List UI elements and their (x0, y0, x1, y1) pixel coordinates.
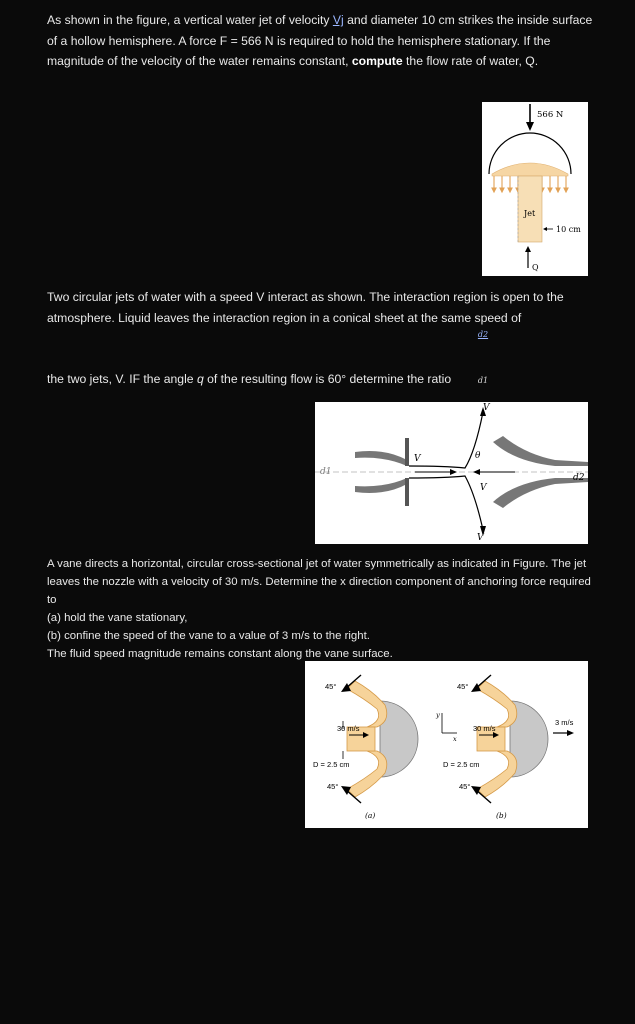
flow-arrow-head (525, 246, 531, 252)
angle-top-b: 45° (457, 682, 469, 691)
vane-flow-bottom-a (347, 751, 387, 797)
right-jet-arrow (473, 469, 480, 475)
diameter-a: D = 2.5 cm (313, 760, 350, 769)
problem1-text-a: As shown in the figure, a vertical water jet of velocity (47, 13, 333, 27)
d2-label: d2 (573, 473, 585, 483)
v-top-label: V (483, 403, 490, 413)
problem1-text-c: the flow rate of water, Q. (402, 54, 539, 69)
vane-flow-top-a (347, 681, 387, 727)
vj-link[interactable]: Vj (332, 13, 344, 27)
caption-a: (a) (365, 811, 376, 820)
force-arrow-head (526, 122, 534, 131)
lower-sheet (409, 476, 483, 530)
jets-figure (315, 402, 588, 544)
v-bottom-label: V (477, 533, 484, 543)
problem1-text-b: and diameter 10 cm strikes the inside surface of a hollow hemisphere. A force F = 566 N is required to hold the hemisphere stationary. If the magnitude of the velocity of the water remains constant, (47, 13, 593, 69)
ratio-numerator[interactable]: d2 (477, 330, 489, 339)
jet-label: Jet (524, 209, 536, 218)
axis-y-label: y (436, 711, 440, 719)
problem2-text-b (47, 369, 477, 390)
vane-figure (305, 661, 588, 828)
right-nozzle-top (493, 436, 588, 466)
axis-x-label: x (453, 735, 457, 743)
problem2-text-b1: the two jets, V. IF the angle (47, 372, 197, 386)
speed-a: 30 m/s (337, 724, 360, 733)
angle-q: q (196, 372, 204, 386)
problem2-text-b2: of the resulting flow is 60° determine the ratio (203, 372, 452, 386)
problem3-line-2: (a) hold the vane stationary, (47, 612, 188, 624)
vane-flow-bottom-b (477, 751, 517, 797)
left-nozzle-top (355, 451, 407, 466)
caption-b: (b) (496, 811, 507, 820)
diameter-b: D = 2.5 cm (443, 760, 480, 769)
problem3-line-1: A vane directs a horizontal, circular cross-sectional jet of water symmetrically as indicated in Figure. The jet leaves the nozzle with a velocity of 30 m/s. Determine the x direction component of anchoring force required to (47, 558, 591, 606)
angle-bottom-a: 45° (327, 782, 339, 791)
flow-label: Q (532, 263, 539, 272)
v-right-label: V (480, 483, 487, 493)
jets-diagram (315, 402, 588, 544)
speed-b: 30 m/s (473, 724, 496, 733)
v-left-label: V (414, 454, 421, 464)
left-nozzle-bottom (355, 478, 407, 493)
problem1-text (47, 10, 595, 72)
problem3-line-3: (b) confine the speed of the vane to a value of 3 m/s to the right. (47, 630, 370, 642)
left-jet-arrow (450, 469, 457, 475)
hemisphere-figure (482, 102, 588, 276)
force-label: 566 N (537, 110, 564, 120)
hemisphere-diagram (482, 102, 588, 276)
problem3-line-4: The fluid speed magnitude remains constant along the vane surface. (47, 648, 393, 660)
vane-speed-arrow (567, 730, 574, 736)
compute-bold: compute (351, 54, 403, 69)
vane-diagram (305, 661, 588, 828)
d1-label: d1 (320, 467, 332, 477)
ratio-denominator: d1 (477, 376, 489, 385)
angle-bottom-b: 45° (459, 782, 471, 791)
theta-label: θ (475, 451, 481, 461)
diameter-label: 10 cm (556, 225, 581, 234)
angle-top-a: 45° (325, 682, 337, 691)
vane-speed-label: 3 m/s (555, 718, 574, 727)
problem2-text-a: Two circular jets of water with a speed V interact as shown. The interaction region is open to the atmosphere. Liquid leaves the interaction region in a conical sheet at the same speed of (47, 290, 564, 325)
vane-flow-top-b (477, 681, 517, 727)
